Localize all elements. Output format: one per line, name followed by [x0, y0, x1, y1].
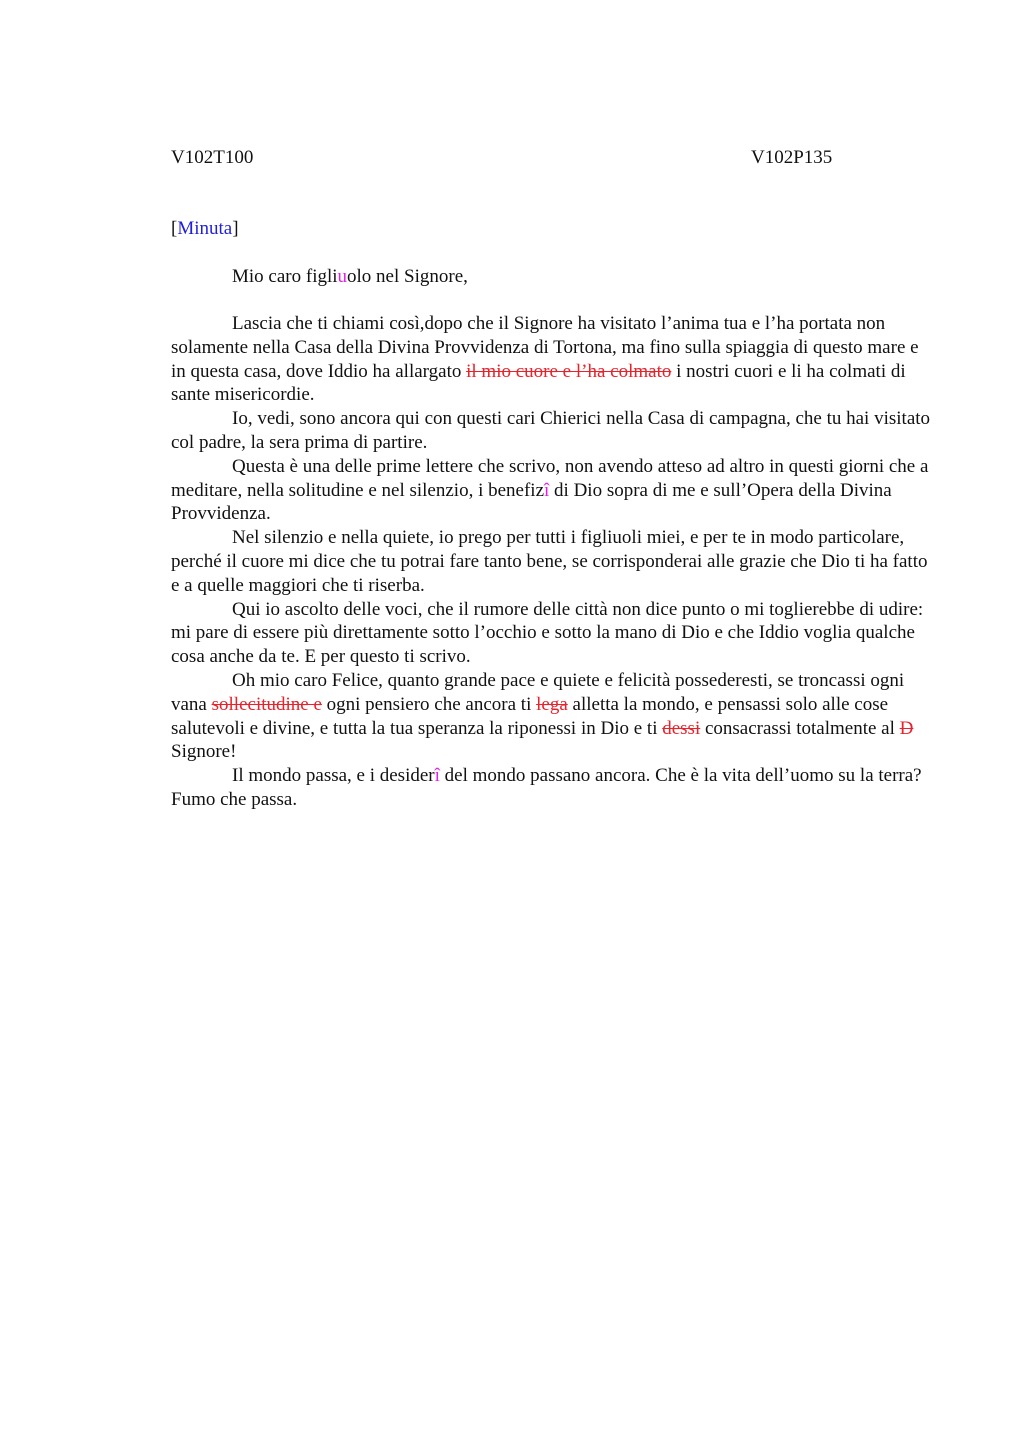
paragraph-7-correction: î	[434, 765, 440, 787]
paragraph-5: Qui io ascolto delle voci, che il rumore delle città non dice punto o mi toglierebbe di udire: mi pare di essere più direttamente sotto l’occhio e sotto la mano di Dio e che Iddio voglia qualche cosa anche da te. E per questo ti scrivo.	[171, 598, 924, 668]
salutation	[232, 265, 468, 289]
paragraph-1-text-a: Lascia che ti chiami così,dopo che il Signore ha visitato l’anima tua e l’ha portata non solamente nella Casa della Divina Provvidenza di Tortona, ma fino sulla spiaggia di questo mare e in questa casa, dove Iddio ha allargato	[171, 313, 919, 382]
paragraph-6-text-c: alletta la mondo, e pensassi solo alle cose salutevoli e divine, e tutta la tua speranza la riponessi in Dio e ti	[171, 693, 889, 739]
document-code-left: V102T100	[171, 147, 254, 168]
label-bracket-close: ]	[232, 218, 239, 239]
paragraph-7-text-a: Il mondo passa, e i desider	[232, 765, 435, 787]
paragraph-3	[171, 455, 931, 526]
paragraph-6-text-e: Signore!	[171, 741, 237, 763]
paragraph-3-correction: î	[544, 479, 550, 501]
salutation-correction: u	[337, 266, 348, 287]
paragraph-2: Io, vedi, sono ancora qui con questi cari Chierici nella Casa di campagna, che tu hai visitato col padre, la sera prima di partire.	[171, 408, 931, 453]
paragraph-3-text-a: Questa è una delle prime lettere che scrivo, non avendo atteso ad altro in questi giorni che a meditare, nella solitudine e nel silenzio, i benefiz	[171, 455, 929, 501]
paragraph-6-deletion-3: dessi	[662, 717, 701, 739]
document-code-right: V102P135	[751, 147, 833, 168]
paragraph-1-deletion: il mio cuore e l’ha colmato	[466, 360, 672, 382]
paragraph-6-text-b: ogni pensiero che ancora ti	[321, 693, 537, 715]
label-bracket-open: [	[171, 218, 178, 239]
paragraph-4: Nel silenzio e nella quiete, io prego per tutti i figliuoli miei, e per te in modo particolare, perché il cuore mi dice che tu potrai fare tanto bene, se corrisponderai alle grazie che Dio ti ha fatto e a quelle maggiori che ti riserba.	[171, 527, 928, 596]
salutation-part-b: olo nel Signore,	[347, 266, 468, 287]
paragraph-6-deletion-2: lega	[536, 693, 568, 715]
label-text: Minuta	[177, 218, 233, 239]
paragraph-6-deletion-1: sollecitudine e	[211, 693, 322, 715]
paragraph-6-text-a: Oh mio caro Felice, quanto grande pace e quiete e felicità possederesti, se troncassi ogni vana	[171, 669, 905, 715]
paragraph-3-text-b: di Dio sopra di me e sull’Opera della Divina Provvidenza.	[171, 479, 892, 525]
paragraph-6-deletion-4: D	[899, 717, 914, 739]
paragraph-7	[171, 764, 931, 812]
letter-body	[171, 312, 931, 812]
paragraph-7-text-b: del mondo passano ancora. Che è la vita dell’uomo su la terra? Fumo che passa.	[171, 765, 922, 810]
document-label	[171, 217, 239, 241]
paragraph-6-text-d: consacrassi totalmente al	[700, 717, 900, 739]
paragraph-6	[171, 669, 931, 764]
salutation-part-a: Mio caro figli	[232, 266, 338, 287]
paragraph-1-text-b: i nostri cuori e li ha colmati di sante misericordie.	[171, 360, 906, 406]
paragraph-1	[171, 312, 931, 407]
